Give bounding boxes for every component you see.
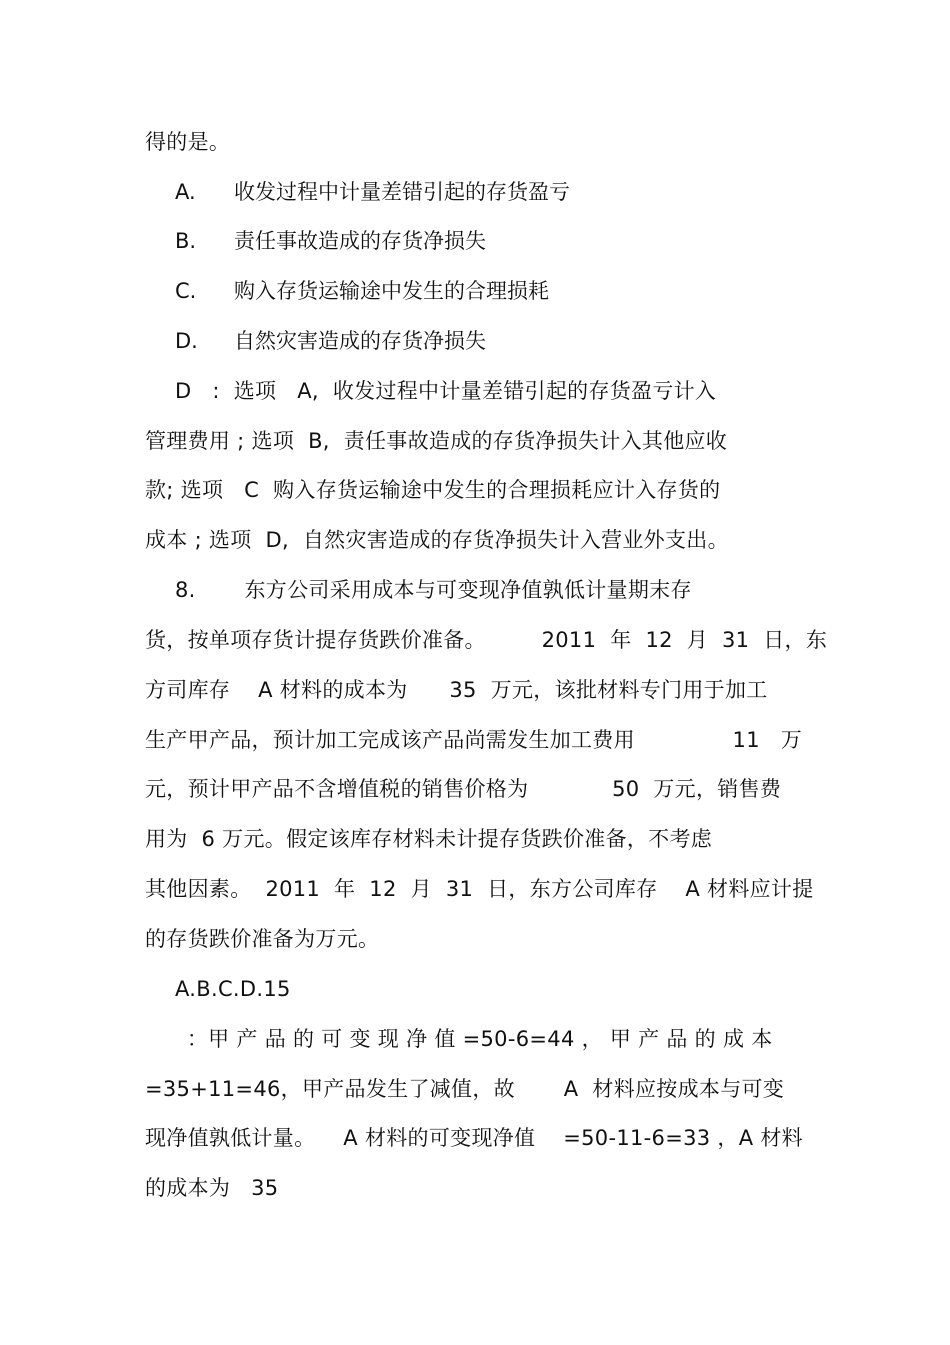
q7-option-b-text: 责任事故造成的存货净损失 [234,229,486,253]
q7-answer-line: 管理费用 ; 选项 B, 责任事故造成的存货净损失计入其他应收 [145,429,728,453]
q8-answer-line: ：甲 产 品 的 可 变 现 净 值 =50-6=44 ， 甲 产 品 的 成 本 [145,1027,773,1051]
q7-answer-line: 款; 选项 C 购入存货运输途中发生的合理损耗应计入存货的 [145,478,721,502]
q8-question-line: 生产甲产品，预计加工完成该产品尚需发生加工费用 11 万 [145,728,803,752]
q7-option-c-letter: C. [175,279,197,303]
q7-answer-line: D : 选项 A, 收发过程中计量差错引起的存货盈亏计入 [175,379,717,403]
q7-option-d-text: 自然灾害造成的存货净损失 [234,329,486,353]
q8-options-line: A.B.C.D.15 [175,977,291,1001]
q8-question-line: 的存货跌价准备为万元。 [145,927,380,951]
q7-option-b-letter: B. [175,229,197,253]
q8-question-line: 用为 6 万元。假定该库存材料未计提存货跌价准备，不考虑 [145,827,713,851]
q8-question-line: 货，按单项存货计提存货跌价准备。 2011 年 12 月 31 日，东 [145,628,828,652]
q8-question-line: 8. 东方公司采用成本与可变现净值孰低计量期末存 [175,578,692,602]
q8-question-line: 元，预计甲产品不含增值税的销售价格为 50 万元，销售费 [145,777,782,801]
q7-option-c-text: 购入存货运输途中发生的合理损耗 [234,279,549,303]
intro-line: 得的是。 [145,130,231,154]
q7-answer-line: 成本 ; 选项 D, 自然灾害造成的存货净损失计入营业外支出。 [145,528,729,552]
q8-answer-line: =35+11=46，甲产品发生了减值，故 A 材料应按成本与可变 [145,1077,785,1101]
q7-option-a-letter: A. [175,180,196,204]
q8-question-line: 方司库存 A 材料的成本为 35 万元，该批材料专门用于加工 [145,678,768,702]
q7-option-d-letter: D. [175,329,198,353]
q7-option-a-text: 收发过程中计量差错引起的存货盈亏 [234,180,570,204]
q8-question-line: 其他因素。 2011 年 12 月 31 日，东方公司库存 A 材料应计提 [145,877,814,901]
q8-answer-line: 的成本为 35 [145,1176,279,1200]
q8-answer-line: 现净值孰低计量。 A 材料的可变现净值 =50-11-6=33 ，A 材料 [145,1126,803,1150]
